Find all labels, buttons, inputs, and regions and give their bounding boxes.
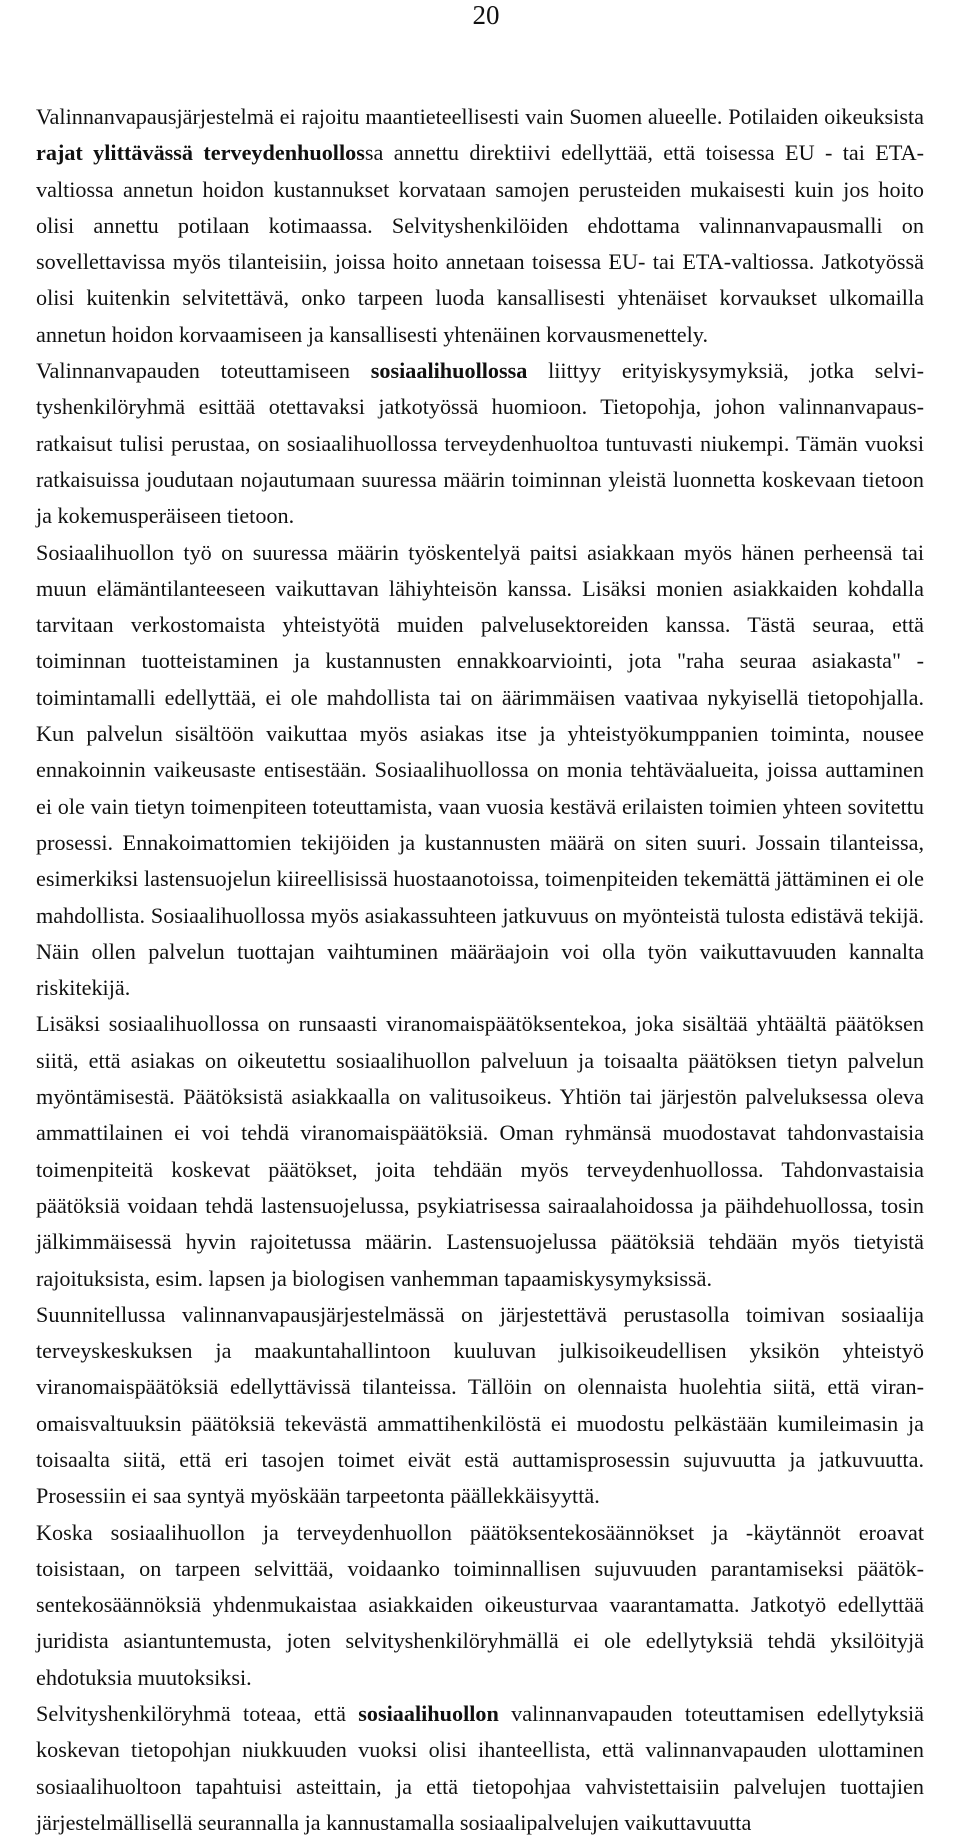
- bold-phrase: sosiaalihuollon: [358, 1701, 499, 1727]
- paragraph: [36, 1297, 924, 1515]
- text-run: liittyy erityiskysymyksiä, jotka selvityshenkilöryhmä esittää otettavaksi jatkotyössä huomioon. Tietopohja, johon valinnanvapausratkaisut tulisi perustaa, on sosiaalihuollossa terveydenhuoltoa tuntuvasti niukempi. Tämän vuoksi ratkaisuissa joudutaan nojautumaan suuressa määrin toiminnan yleistä luonnetta koskevaan tietoon ja kokemusperäiseen tietoon.: [36, 358, 924, 529]
- paragraph: [36, 1696, 924, 1841]
- text-run: Selvityshenkilöryhmä toteaa, että: [36, 1701, 359, 1727]
- paragraph: [36, 535, 924, 1007]
- text-run: Lisäksi sosiaalihuollossa on runsaasti viranomaispäätöksentekoa, joka sisältää yhtäältä päätöksen siitä, että asiakas on oikeutettu sosiaalihuollon palveluun ja toisaalta päätöksen tietyn palvelun myöntämisestä. Päätöksistä asiakkaalla on valitusoikeus. Yhtiön tai järjestön palveluksessa oleva ammattilainen ei voi tehdä viranomaispäätöksiä. Oman ryhmänsä muodostavat tahdonvastaisia toimenpiteitä koskevat päätökset, joita tehdään myös terveydenhuollossa. Tahdonvastaisia päätöksiä voidaan tehdä lastensuojelussa, psykiatrisessa sairaalahoidossa ja päihdehuollossa, tosin jälkimmäisessä hyvin rajoitetussa määrin. Lastensuojelussa päätöksiä tehdään myös tietyistä rajoituksista, esim. lapsen ja biologisen vanhemman tapaamiskysymyksissä.: [36, 1011, 924, 1291]
- document-body: [36, 99, 924, 1841]
- text-run: Koska sosiaalihuollon ja terveydenhuollon päätöksentekosäännökset ja -käytännöt eroavat toisistaan, on tarpeen selvittää, voidaanko toiminnallisen sujuvuuden parantamiseksi päätöksentekosäännöksiä yhdenmukaistaa asiakkaiden oikeusturvaa vaarantamatta. Jatkotyö edellyttää juridista asiantuntemusta, joten selvityshenkilöryhmällä ei ole edellytyksiä tehdä yksilöityjä ehdotuksia muutoksiksi.: [36, 1519, 924, 1690]
- text-run: Valinnanvapauden toteuttamiseen: [36, 358, 371, 384]
- paragraph: [36, 1515, 924, 1696]
- paragraph: [36, 353, 924, 534]
- text-run: Sosiaalihuollon työ on suuressa määrin työskentelyä paitsi asiakkaan myös hänen perheensä tai muun elämäntilanteeseen vaikuttavan lähiyhteisön kanssa. Lisäksi monien asiakkaiden kohdalla tarvitaan verkostomaista yhteistyötä muiden palvelusektoreiden kanssa. Tästä seuraa, että toiminnan tuotteistaminen ja kustannusten ennakkoarviointi, jota "raha seuraa asiakasta" -toimintamalli edellyttää, ei ole mahdollista tai on äärimmäisen vaativaa nykyisellä tietopohjalla. Kun palvelun sisältöön vaikuttaa myös asiakas itse ja yhteistyökumppanien toiminta, nousee ennakoinnin vaikeusaste entisestään. Sosiaalihuollossa on monia tehtäväalueita, joissa auttaminen ei ole vain tietyn toimenpiteen toteuttamista, vaan vuosia kestävä erilaisten toimien yhteen sovitettu prosessi. Ennakoimattomien tekijöiden ja kustannusten määrä on siten suuri. Jossain tilanteissa, esimerkiksi lastensuojelun kiireellisissä huostaanotoissa, toimenpiteiden tekemättä jättäminen ei ole mahdollista. Sosiaalihuollossa myös asiakassuhteen jatkuvuus on myönteistä tulosta edistävä tekijä. Näin ollen palvelun tuottajan vaihtuminen määräajoin voi olla työn vaikuttavuuden kannalta riskitekijä.: [36, 539, 924, 1001]
- text-run: Suunnitellussa valinnanvapausjärjestelmässä on järjestettävä perustasolla toimivan sosiaalija terveyskeskuksen ja maakuntahallintoon kuuluvan julkisoikeudellisen yksikön yhteistyö viranomaispäätöksiä edellyttävissä tilanteissa. Tällöin on olennaista huolehtia siitä, että viranomaisvaltuuksin päätöksiä tekevästä ammattihenkilöstä ei muodostu pelkästään kumileimasin ja toisaalta siitä, että eri tasojen toimet eivät estä auttamisprosessin sujuvuutta ja jatkuvuutta. Prosessiin ei saa syntyä myöskään tarpeetonta päällekkäisyyttä.: [36, 1301, 924, 1509]
- text-run: Valinnanvapausjärjestelmä ei rajoitu maantieteellisesti vain Suomen alueelle. Potilaiden oikeuksista: [36, 104, 924, 129]
- text-run: valinnanvapauden toteuttamisen edellytyksiä koskevan tietopohjan niukkuuden vuoksi olisi ihanteellista, että valinnanvapauden ulottaminen sosiaalihuoltoon tapahtuisi asteittain, ja että tietopohjaa vahvistettaisiin palvelujen tuottajien järjestelmällisellä seurannalla ja kannustamalla sosiaalipalvelujen vaikuttavuutta: [36, 1701, 924, 1835]
- bold-phrase: sosiaalihuollossa: [370, 358, 528, 384]
- paragraph: [36, 1006, 924, 1296]
- page-number-text: 20: [472, 0, 500, 30]
- paragraph: [36, 99, 924, 353]
- text-run: sa annettu direktiivi edellyttää, että toisessa EU - tai ETA-valtiossa annetun hoidon kustannukset korvataan samojen perusteiden mukaisesti kuin jos hoito olisi annettu potilaan kotimaassa. Selvityshenkilöiden ehdottama valinnanvapausmalli on sovellettavissa myös tilanteisiin, joissa hoito annetaan toisessa EU- tai ETA-valtiossa. Jatkotyössä olisi kuitenkin selvitettävä, onko tarpeen luoda kansallisesti yhtenäiset korvaukset ulkomailla annetun hoidon korvaamiseen ja kansallisesti yhtenäinen korvausmenettely.: [36, 140, 924, 347]
- bold-phrase: rajat ylittävässä terveydenhuollos: [36, 140, 365, 166]
- page-number: [0, 0, 960, 30]
